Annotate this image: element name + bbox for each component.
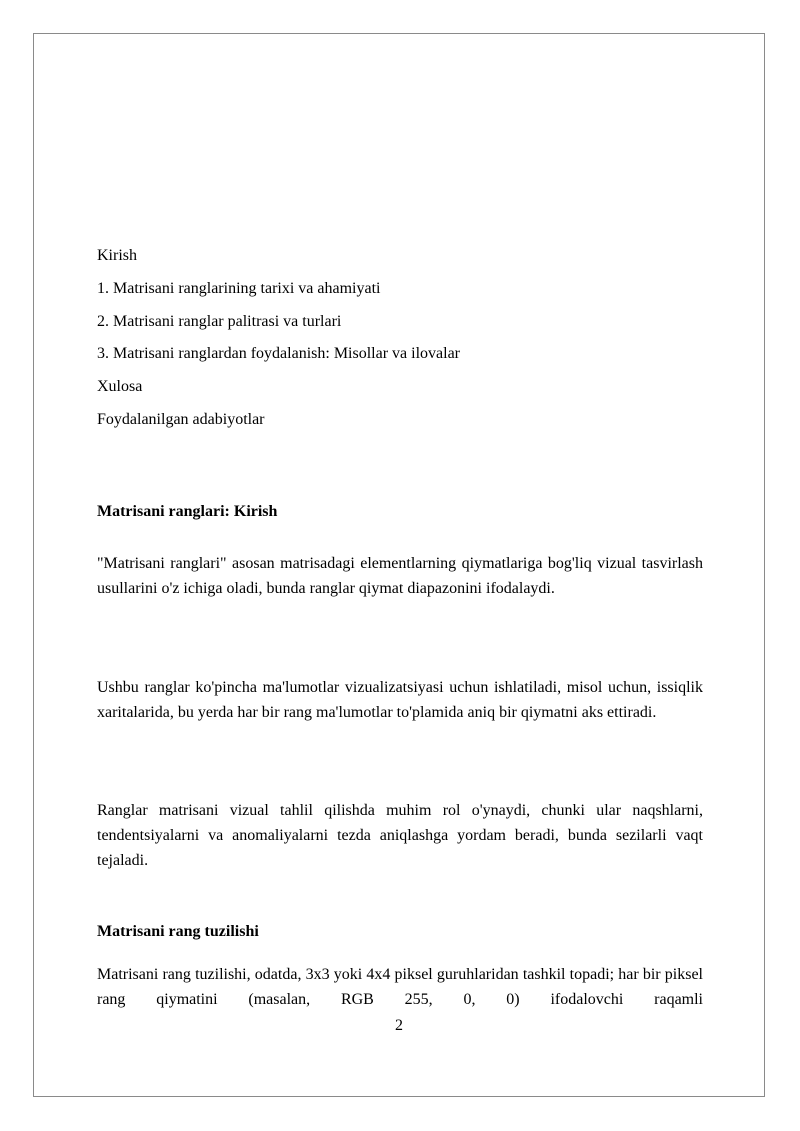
paragraph: "Matrisani ranglari" asosan matrisadagi elementlarning qiymatlariga bog'liq vizual tasvirlash usullarini o'z ichiga oladi, bunda ranglar qiymat diapazonini ifodalaydi.	[97, 555, 703, 597]
paragraph: Ranglar matrisani vizual tahlil qilishda muhim rol o'ynaydi, chunki ular naqshlarni, tendentsiyalarni va anomaliyalarni tezda aniqlashga yordam beradi, bunda sezilarli vaqt tejaladi.	[97, 802, 703, 869]
table-of-contents	[97, 242, 703, 439]
toc-item: Kirish	[97, 247, 137, 264]
section-heading: Matrisani rang tuzilishi	[97, 923, 259, 940]
toc-item: 1. Matrisani ranglarining tarixi va ahamiyati	[97, 279, 381, 297]
toc-item: 2. Matrisani ranglar palitrasi va turlari	[97, 312, 342, 330]
paragraph: Matrisani rang tuzilishi, odatda, 3x3 yoki 4x4 piksel guruhlaridan tashkil topadi; har bir piksel rang qiymatini (masalan, RGB 255, 0, 0) ifodalovchi raqamli	[97, 966, 703, 1008]
toc-item: Xulosa	[97, 378, 143, 396]
toc-item: 3. Matrisani ranglardan foydalanish: Misollar va ilovalar	[97, 345, 461, 363]
section-heading: Matrisani ranglari: Kirish	[97, 503, 278, 520]
toc-item: Foydalanilgan adabiyotlar	[97, 410, 265, 428]
document-page	[33, 33, 765, 1097]
paragraph: Ushbu ranglar ko'pincha ma'lumotlar vizualizatsiyasi uchun ishlatiladi, misol uchun, issiqlik xaritalarida, bu yerda har bir rang ma'lumotlar to'plamida aniq bir qiymatni aks ettiradi.	[97, 679, 703, 721]
page-number: 2	[395, 1017, 403, 1034]
